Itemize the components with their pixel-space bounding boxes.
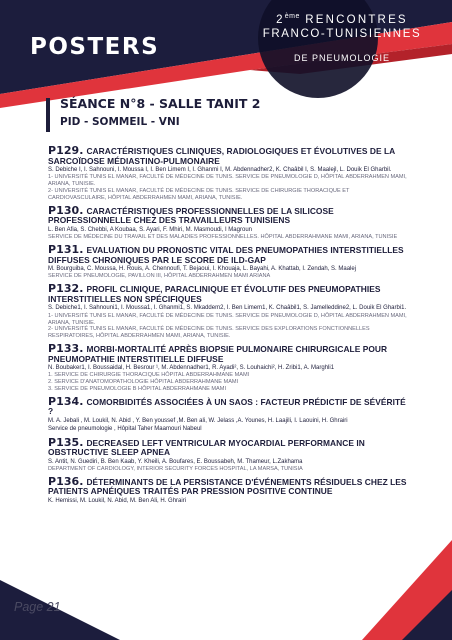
abstract-number: P131.: [48, 242, 84, 256]
abstract-list: [48, 146, 408, 509]
event-line-1-text: RENCONTRES: [299, 13, 408, 26]
abstract-number: P132.: [48, 282, 84, 296]
seance-subtitle: PID - SOMMEIL - VNI: [60, 116, 180, 128]
abstract-authors: S. Debiche I, I. Sahnouni, I. Moussa I, I. Ben Limem I, I. Ghanmi I, M. Abdennadher2, K. Chaâbil I, S. Maalejl, L. Douik El Gharbil.: [48, 167, 392, 174]
event-line-2: FRANCO-TUNISIENNES: [262, 27, 422, 40]
abstract-affiliation: 2. SERVICE D'ANATOMOPATHOLOGIE HÔPITAL ABDERRAHMANE MAMI: [48, 379, 239, 386]
footer-right-shape: [332, 520, 452, 640]
abstract-authors: K. Hemissi, M. Loukil, N. Abid, M. Ben Ali, H. Ghrairi: [48, 498, 187, 505]
abstract-affiliation: SERVICE DE MÉDECINE DU TRAVAIL ET DES MALADIES PROFESSIONNELLES. HÔPITAL ABDERRAHMANE MAMI, ARIANA, TUNISIE: [48, 234, 398, 241]
abstract-affiliation: 2- UNIVERSITÉ TUNIS EL MANAR, FACULTÉ DE MÉDECINE DE TUNIS. SERVICE DE CHIRURGIE THORACIQUE ET CARDIOVASCULAIRE, HÔPITAL ABDERRAHMEN MAMI, ARIANA, TUNISIE.: [48, 188, 350, 201]
abstract-authors: M. Bourguiba, C. Moussa, H. Rouis, A. Chennoufi, T. Bejaoui, I. Khouaja, L. Bayahi, A. Khattab, I. Zendah, S. Maalej: [48, 266, 357, 273]
abstract-item: [48, 341, 408, 393]
abstract-title: MORBI-MORTALITÉ APRÈS BIOPSIE PULMONAIRE CHIRURGICALE POUR PNEUMOPATHIE INTERSTITIELLE DIFFUSE: [48, 343, 388, 364]
abstract-title-line: [48, 203, 408, 226]
event-line-1: [232, 10, 452, 27]
abstract-title-line: [48, 394, 408, 417]
abstract-item: [48, 203, 408, 241]
abstract-item: [48, 474, 408, 505]
page-number: Page 21: [14, 600, 61, 614]
abstract-title: COMORBIDITÉS ASSOCIÉES À UN SAOS : FACTEUR PRÉDICTIF DE SÉVÉRITÉ ?: [48, 396, 406, 417]
abstract-affiliation: 2- UNIVERSITÉ TUNIS EL MANAR, FACULTÉ DE MÉDECINE DE TUNIS. SERVICE DES EXPLORATIONS FONCTIONNELLES RESPIRATOIRES, HÔPITAL ABDERRAHMEN MAMI, ARIANA, TUNISIE.: [48, 326, 370, 340]
abstract-affiliation: DEPARTMENT OF CARDIOLOGY, INTERIOR SECURITY FORCES HOSPITAL, LA MARSA, TUNISIA: [48, 466, 303, 473]
abstract-title: EVALUATION DU PRONOSTIC VITAL DES PNEUMOPATHIES INTERSTITIELLES DIFFUSES CHRONIQUES PAR LE SCORE DE ILD-GAP: [48, 244, 404, 265]
abstract-number: P133.: [48, 341, 84, 355]
abstract-title-line: [48, 242, 408, 265]
abstract-title-line: [48, 474, 408, 497]
abstract-number: P134.: [48, 394, 84, 408]
abstract-affiliation: SERVICE DE PNEUMOLOGIE, PAVILLON III, HÔPITAL ABDERRAHMEN MAMI ARIANA: [48, 273, 271, 280]
abstract-title-line: [48, 284, 408, 304]
abstract-number: P130.: [48, 203, 84, 217]
abstract-affiliation: 1. SERVICE DE CHIRURGIE THORACIQUE HÔPITAL ABDERRAHMANE MAMI: [48, 372, 250, 379]
abstract-item: [48, 284, 408, 340]
abstract-authors: L. Ben Afia, S. Chebbi, A Koubaa, S. Ayari, F. Mhiri, M. Masmoudi, I Magroun: [48, 226, 252, 233]
abstract-authors: S. Debiche1, I. Sahnouni1, I. Moussa1, I. Ghanmi1, S. Mkaddem2, I. Ben Limem1, K. Chaâbil1, S. Jamelleddine2, L. Douik El Gharbi1.: [48, 305, 407, 312]
event-ordinal: 2: [276, 13, 285, 26]
abstract-authors: M. A. Jebali , M. Loukil, N. Abid , Y. Ben youssef ,M. Ben ali, W. Jelass ,A. Younes, H. Laajili, I. Laouini, H. Ghrairi: [48, 417, 348, 424]
abstract-affiliation: 1- UNIVERSITÉ TUNIS EL MANAR, FACULTÉ DE MÉDECINE DE TUNIS. SERVICE DE PNEUMOLOGIE D, HÔPITAL ABDERRAHMEN MAMI, ARIANA, TUNISIE.: [48, 312, 407, 326]
abstract-item: [48, 435, 408, 473]
abstract-number: P135.: [48, 435, 84, 449]
abstract-title: DECREASED LEFT VENTRICULAR MYOCARDIAL PERFORMANCE IN OBSTRUCTIVE SLEEP APNEA: [48, 437, 365, 458]
abstract-item: [48, 242, 408, 280]
abstract-authors: S. Antit, N. Guediri, B. Ben Kaab, Y. Kheili, A. Boufares, E. Boussabeh, M. Thameur, L.Zakhama: [48, 458, 303, 465]
abstract-affiliation: 1- UNIVERSITÉ TUNIS EL MANAR, FACULTÉ DE MÉDECINE DE TUNIS. SERVICE DE PNEUMOLOGIE D, HÔPITAL ABDERRAHMEN MAMI, ARIANA, TUNISIE.: [48, 174, 407, 188]
abstract-title-line: [48, 435, 408, 458]
event-line-3: DE PNEUMOLOGIE: [293, 52, 390, 63]
abstract-number: P136.: [48, 474, 84, 488]
abstract-item: [48, 146, 408, 202]
abstract-number: P129.: [48, 144, 84, 157]
event-ordinal-suffix: ème: [284, 13, 300, 20]
footer-left-shape: [0, 520, 120, 640]
abstract-title-line: [48, 146, 408, 166]
abstract-affiliation: 3. SERVICE DE PNEUMOLOGIE B HÔPITAL ABDERRAHMANE MAMI: [48, 385, 227, 392]
abstract-title: DÉTERMINANTS DE LA PERSISTANCE D'ÉVÉNEMENTS RÉSIDUELS CHEZ LES PATIENTS APNÉIQUES TRAITÉS PAR PRESSION POSITIVE CONTINUE: [48, 476, 407, 497]
seance-bar: [46, 98, 50, 132]
abstract-authors: N. Boubaker1, I. Boussaidal, H. Besrour ¹, M. Abdennadher1, R. Ayadi², S. Louhaichi², H. Zribi1, A. Marghli1: [48, 365, 335, 372]
abstract-title: CARACTÉRISTIQUES PROFESSIONNELLES DE LA SILICOSE PROFESSIONNELLE CHEZ DES TRAVAILLEURS TUNISIENS: [48, 205, 334, 226]
abstract-title: PROFIL CLINIQUE, PARACLINIQUE ET ÉVOLUTIF DES PNEUMOPATHIES INTERSTITIELLES NON SPÉCIFIQUES: [48, 284, 381, 304]
abstract-title-line: [48, 341, 408, 364]
seance-title: SÉANCE N°8 - SALLE TANIT 2: [60, 96, 261, 111]
header-banner: [0, 0, 452, 110]
abstract-title: CARACTÉRISTIQUES CLINIQUES, RADIOLOGIQUES ET ÉVOLUTIVES DE LA SARCOÏDOSE MÉDIASTINO-PULMONAIRE: [48, 146, 395, 166]
section-title: POSTERS: [30, 34, 160, 60]
abstract-affiliation-plain: Service de pneumologie , Hôpital Taher Maamouri Nabeul: [48, 426, 202, 433]
event-title: [232, 10, 452, 63]
abstract-item: [48, 394, 408, 434]
